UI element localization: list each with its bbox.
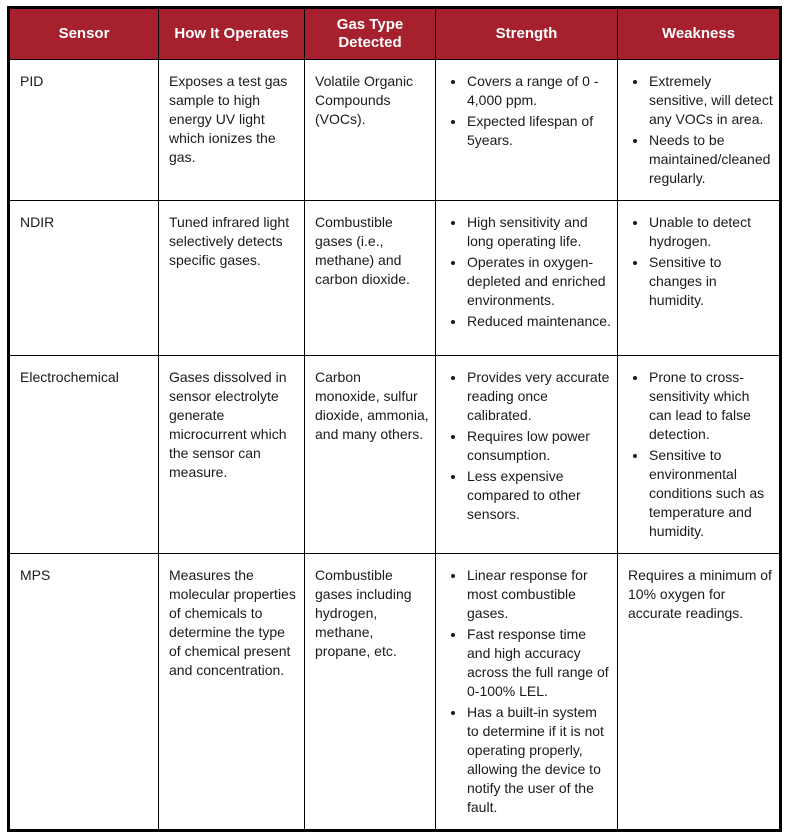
strength-item: • Provides very accurate reading once calibrated. — [466, 368, 611, 425]
strength-item: • Operates in oxygen-depleted and enriched environments. — [466, 253, 611, 310]
strength-item: • High sensitivity and long operating life. — [466, 213, 611, 251]
strength-item: • Less expensive compared to other sensors. — [466, 467, 611, 524]
gas-type-cell: Combustible gases (i.e., methane) and carbon dioxide. — [305, 201, 436, 356]
strength-item: • Covers a range of 0 - 4,000 ppm. — [466, 72, 611, 110]
sensor-name-cell: NDIR — [9, 201, 159, 356]
header-cell-operation: How It Operates — [159, 8, 305, 60]
weakness-list — [628, 368, 773, 541]
table-row-electrochemical — [9, 356, 781, 554]
table-header-row — [9, 8, 781, 60]
header-cell-sensor: Sensor — [9, 8, 159, 60]
operation-cell: Measures the molecular properties of chemicals to determine the type of chemical present and concentration. — [159, 554, 305, 831]
strength-list — [446, 368, 611, 524]
weakness-item: • Extremely sensitive, will detect any VOCs in area. — [648, 72, 773, 129]
strength-cell — [436, 60, 618, 201]
strength-list — [446, 213, 611, 331]
strength-item: • Fast response time and high accuracy across the full range of 0-100% LEL. — [466, 625, 611, 701]
sensor-comparison-table — [7, 6, 782, 832]
weakness-cell — [618, 554, 781, 831]
table-row-mps — [9, 554, 781, 831]
strength-cell — [436, 201, 618, 356]
weakness-cell — [618, 356, 781, 554]
sensor-name-cell: PID — [9, 60, 159, 201]
table-row-ndir — [9, 201, 781, 356]
gas-type-cell: Combustible gases including hydrogen, methane, propane, etc. — [305, 554, 436, 831]
weakness-item: • Needs to be maintained/cleaned regularly. — [648, 131, 773, 188]
header-cell-gas-type: Gas Type Detected — [305, 8, 436, 60]
strength-item: • Has a built-in system to determine if it is not operating properly, allowing the device to notify the user of the fault. — [466, 703, 611, 817]
strength-list — [446, 566, 611, 817]
weakness-item: • Unable to detect hydrogen. — [648, 213, 773, 251]
strength-item: • Requires low power consumption. — [466, 427, 611, 465]
strength-list — [446, 72, 611, 150]
weakness-list — [628, 72, 773, 188]
strength-cell — [436, 356, 618, 554]
weakness-cell — [618, 60, 781, 201]
header-cell-weakness: Weakness — [618, 8, 781, 60]
weakness-item: • Prone to cross-sensitivity which can lead to false detection. — [648, 368, 773, 444]
sensor-name-cell: Electrochemical — [9, 356, 159, 554]
weakness-cell — [618, 201, 781, 356]
strength-item: • Linear response for most combustible gases. — [466, 566, 611, 623]
strength-item: • Reduced maintenance. — [466, 312, 611, 331]
operation-cell: Gases dissolved in sensor electrolyte generate microcurrent which the sensor can measure. — [159, 356, 305, 554]
weakness-item: • Sensitive to environmental conditions such as temperature and humidity. — [648, 446, 773, 541]
strength-cell — [436, 554, 618, 831]
operation-cell: Tuned infrared light selectively detects specific gases. — [159, 201, 305, 356]
weakness-list — [628, 213, 773, 310]
strength-item: • Expected lifespan of 5years. — [466, 112, 611, 150]
operation-cell: Exposes a test gas sample to high energy UV light which ionizes the gas. — [159, 60, 305, 201]
sensor-name-cell: MPS — [9, 554, 159, 831]
gas-type-cell: Carbon monoxide, sulfur dioxide, ammonia, and many others. — [305, 356, 436, 554]
weakness-item: • Sensitive to changes in humidity. — [648, 253, 773, 310]
header-cell-strength: Strength — [436, 8, 618, 60]
weakness-text: Requires a minimum of 10% oxygen for accurate readings. — [628, 567, 772, 621]
table-row-pid — [9, 60, 781, 201]
gas-type-cell: Volatile Organic Compounds (VOCs). — [305, 60, 436, 201]
